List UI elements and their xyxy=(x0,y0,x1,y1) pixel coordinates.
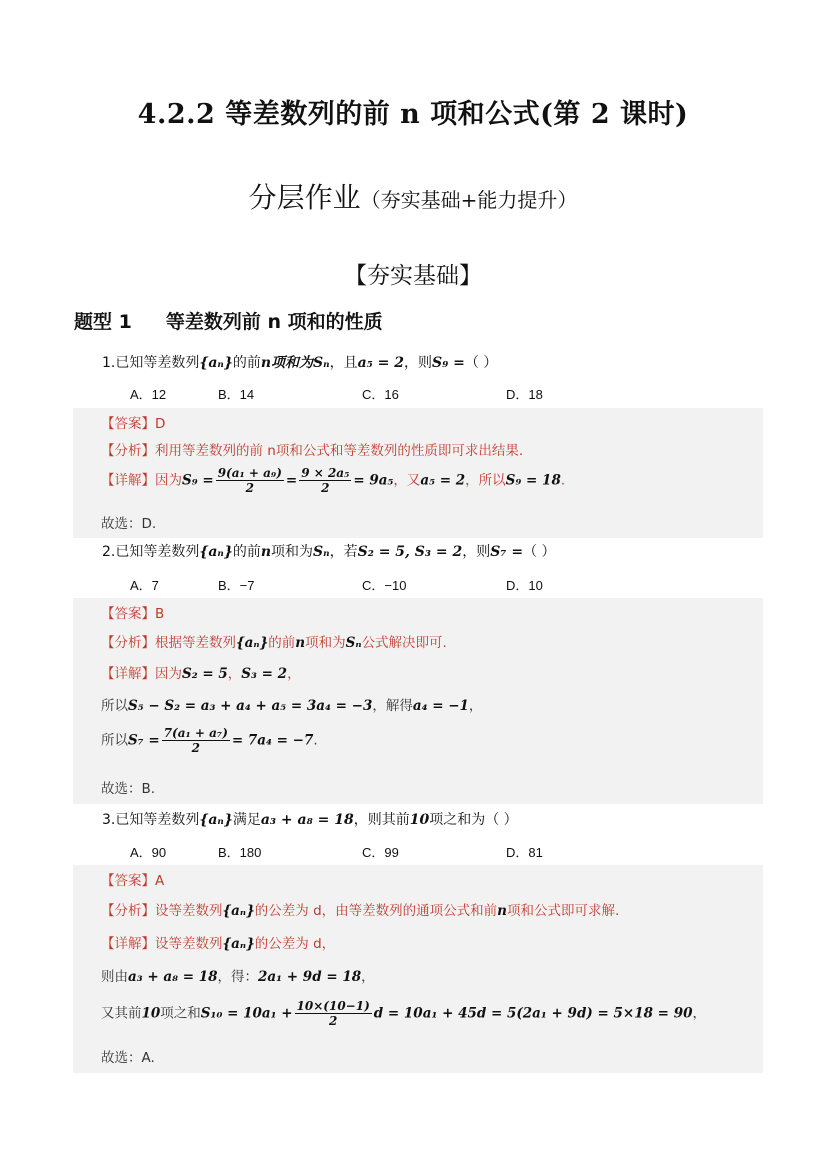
q3-line2-cond: a₃ + a₈ = 18 xyxy=(128,969,218,985)
q3-answer-box xyxy=(73,865,763,1073)
q2-option-b[interactable]: B．−7 xyxy=(218,578,255,593)
q3-detail-seq: {aₙ} xyxy=(222,936,255,952)
q3-line2-c: ， xyxy=(361,969,375,985)
q2-cond: S₂ = 5, S₃ = 2 xyxy=(357,544,463,560)
q2-line3-res: = 7a₄ = −7 xyxy=(231,732,314,749)
q3-detail-a: 【详解】设等差数列 xyxy=(101,936,223,952)
q1-detail-eq: = xyxy=(285,472,298,489)
question-type-label: 题型 1 xyxy=(74,311,132,333)
q1-answer: 【答案】D xyxy=(101,416,166,432)
q2-line2-b: ，解得 xyxy=(372,698,413,714)
q2-detail-line-2 xyxy=(101,694,482,714)
q2-option-d[interactable]: D．10 xyxy=(506,578,543,593)
q2-analysis-seq: {aₙ} xyxy=(236,635,269,651)
q3-detail-line-2 xyxy=(101,965,375,985)
q3-stem-c: ，则其前 xyxy=(353,812,410,828)
q3-analysis-a: 【分析】设等差数列 xyxy=(101,903,223,919)
q3-option-c[interactable]: C．99 xyxy=(362,845,399,860)
q1-frac-1 xyxy=(216,466,284,495)
q3-stem-b: 满足 xyxy=(232,812,261,828)
q1-option-d[interactable]: D．18 xyxy=(506,387,543,402)
q2-detail-c1: S₂ = 5 xyxy=(182,666,228,682)
q2-answer-box xyxy=(73,598,763,804)
q2-stem-f: （ ） xyxy=(523,544,556,560)
q2-stem-d: ，若 xyxy=(329,544,358,560)
q3-frac-num: 10×(10−1) xyxy=(296,999,370,1013)
q1-stem-f: （ ） xyxy=(464,355,498,371)
q2-line2-eq: S₅ − S₂ = a₃ + a₄ + a₅ = 3a₄ = −3 xyxy=(128,698,373,714)
q1-frac-1-den: 2 xyxy=(245,481,254,495)
q3-detail-line-3 xyxy=(101,999,706,1028)
q1-detail-dot: . xyxy=(560,472,566,489)
q1-cond: a₅ = 2 xyxy=(357,355,405,371)
q3-answer: 【答案】A xyxy=(101,873,165,889)
q1-stem-a: 1.已知等差数列 xyxy=(102,355,200,371)
q3-stem-d: 项之和为（ ） xyxy=(429,812,518,828)
q1-frac-1-num: 9(a₁ + a₉) xyxy=(217,466,282,480)
q2-line3-dot: . xyxy=(313,732,318,749)
question-type-heading xyxy=(74,307,383,334)
q2-detail xyxy=(101,662,301,682)
q1-frac-2-den: 2 xyxy=(321,481,330,495)
q3-choose: 故选：A. xyxy=(101,1050,155,1066)
q3-line3-ten: 10 xyxy=(141,1005,161,1022)
q2-analysis-c: 项和为 xyxy=(305,635,346,651)
q1-option-a[interactable]: A．12 xyxy=(130,387,167,402)
q2-detail-a: 【详解】因为 xyxy=(101,666,182,682)
q2-detail-c2: S₃ = 2 xyxy=(241,666,288,682)
question-1-stem xyxy=(102,352,497,372)
q1-seq: {aₙ} xyxy=(199,355,233,371)
q1-sn: Sₙ xyxy=(313,355,330,371)
q2-line2-a: 所以 xyxy=(101,698,128,714)
q1-target: S₉ = xyxy=(432,355,465,371)
subtitle-paren: （夯实基础+能力提升） xyxy=(360,188,578,212)
q1-choose: 故选：D. xyxy=(101,516,157,532)
q1-option-c[interactable]: C．16 xyxy=(362,387,399,402)
q1-detail-c: ，所以 xyxy=(465,472,506,489)
q3-option-d[interactable]: D．81 xyxy=(506,845,543,860)
q3-seq: {aₙ} xyxy=(199,812,233,828)
q1-detail-b: ，又 xyxy=(393,472,421,489)
q2-target: S₇ = xyxy=(490,544,524,560)
q3-line2-b: ，得： xyxy=(217,969,259,985)
page-subtitle xyxy=(0,176,826,216)
q3-analysis xyxy=(101,899,619,919)
q2-analysis-d: 公式解决即可. xyxy=(361,635,447,651)
q1-stem-c: n项和为 xyxy=(260,355,314,371)
q1-detail-final: S₉ = 18 xyxy=(505,472,561,489)
q2-analysis-n: n xyxy=(295,635,306,651)
q2-analysis-sn: Sₙ xyxy=(345,635,362,651)
q2-choose: 故选：B. xyxy=(101,781,156,797)
q3-line3-a: 又其前 xyxy=(101,1005,142,1022)
q2-analysis-a: 【分析】根据等差数列 xyxy=(101,635,236,651)
q3-frac-den: 2 xyxy=(328,1014,338,1028)
q2-detail-sep: ， xyxy=(227,666,242,682)
q3-analysis-c: 项和公式即可求解. xyxy=(507,903,620,919)
q2-n: n xyxy=(260,544,272,560)
q1-answer-box xyxy=(73,408,763,538)
q3-line2-res: 2a₁ + 9d = 18 xyxy=(258,969,362,985)
q2-line3-s7: S₇ = xyxy=(128,732,160,749)
q2-option-a[interactable]: A．7 xyxy=(130,578,159,593)
q2-frac xyxy=(162,726,230,755)
q2-frac-num: 7(a₁ + a₇) xyxy=(163,726,228,740)
q2-detail-end: ， xyxy=(287,666,301,682)
q2-line2-c: ， xyxy=(468,698,483,714)
q1-stem-d: ，且 xyxy=(329,355,358,371)
q3-stem-a: 3.已知等差数列 xyxy=(102,812,200,828)
q2-analysis-b: 的前 xyxy=(268,635,296,651)
q3-detail-b: 的公差为 d， xyxy=(254,936,336,952)
q2-line2-res: a₄ = −1 xyxy=(412,698,469,714)
q1-detail xyxy=(101,466,565,495)
q3-option-b[interactable]: B．180 xyxy=(218,845,262,860)
q3-line2-a: 则由 xyxy=(101,969,128,985)
q2-stem-c: 项和为 xyxy=(271,544,314,560)
question-type-text: 等差数列前 n 项和的性质 xyxy=(165,311,383,333)
q3-analysis-seq: {aₙ} xyxy=(222,903,255,919)
q3-ten: 10 xyxy=(409,812,430,828)
q2-line3-a: 所以 xyxy=(101,732,128,749)
q3-line3-s10: S₁₀ = 10a₁ + xyxy=(200,1005,293,1022)
q2-seq: {aₙ} xyxy=(199,544,233,560)
q1-option-b[interactable]: B．14 xyxy=(218,387,255,402)
q1-frac-2 xyxy=(299,466,351,495)
q3-frac xyxy=(295,999,372,1028)
q1-detail-res: = 9a₅ xyxy=(353,472,394,489)
q3-analysis-n: n xyxy=(497,903,507,919)
q1-detail-cond: a₅ = 2 xyxy=(420,472,466,489)
q1-stem-e: ，则 xyxy=(404,355,433,371)
q1-detail-s9: S₉ = xyxy=(182,472,214,489)
question-3-stem xyxy=(102,809,518,829)
q2-answer: 【答案】B xyxy=(101,606,165,622)
q2-stem-b: 的前 xyxy=(232,544,261,560)
q3-option-a[interactable]: A．90 xyxy=(130,845,167,860)
q2-option-c[interactable]: C．−10 xyxy=(362,578,407,593)
question-2-stem xyxy=(102,541,556,561)
q2-analysis xyxy=(101,631,447,651)
q1-analysis: 【分析】利用等差数列的前 n项和公式和等差数列的性质即可求出结果. xyxy=(101,443,524,459)
q3-line3-c: ， xyxy=(692,1005,706,1022)
q2-detail-line-3 xyxy=(101,726,318,755)
q3-cond: a₃ + a₈ = 18 xyxy=(260,812,354,828)
q2-stem-a: 2.已知等差数列 xyxy=(102,544,200,560)
section-heading: 【夯实基础】 xyxy=(344,263,482,289)
page-title: 4.2.2 等差数列的前 n 项和公式(第 2 课时) xyxy=(137,99,689,130)
q3-detail xyxy=(101,932,335,952)
q1-stem-b: 的前 xyxy=(232,355,261,371)
q1-detail-a: 【详解】因为 xyxy=(101,472,182,489)
q2-stem-e: ，则 xyxy=(462,544,491,560)
q3-analysis-b: 的公差为 d，由等差数列的通项公式和前 xyxy=(254,903,498,919)
q2-frac-den: 2 xyxy=(191,741,200,755)
q3-line3-res: d = 10a₁ + 45d = 5(2a₁ + 9d) = 5×18 = 90 xyxy=(373,1005,693,1022)
q1-frac-2-num: 9 × 2a₅ xyxy=(301,466,350,480)
subtitle-main: 分层作业 xyxy=(248,181,361,214)
q3-line3-b: 项之和 xyxy=(160,1005,201,1022)
q2-sn: Sₙ xyxy=(313,544,330,560)
